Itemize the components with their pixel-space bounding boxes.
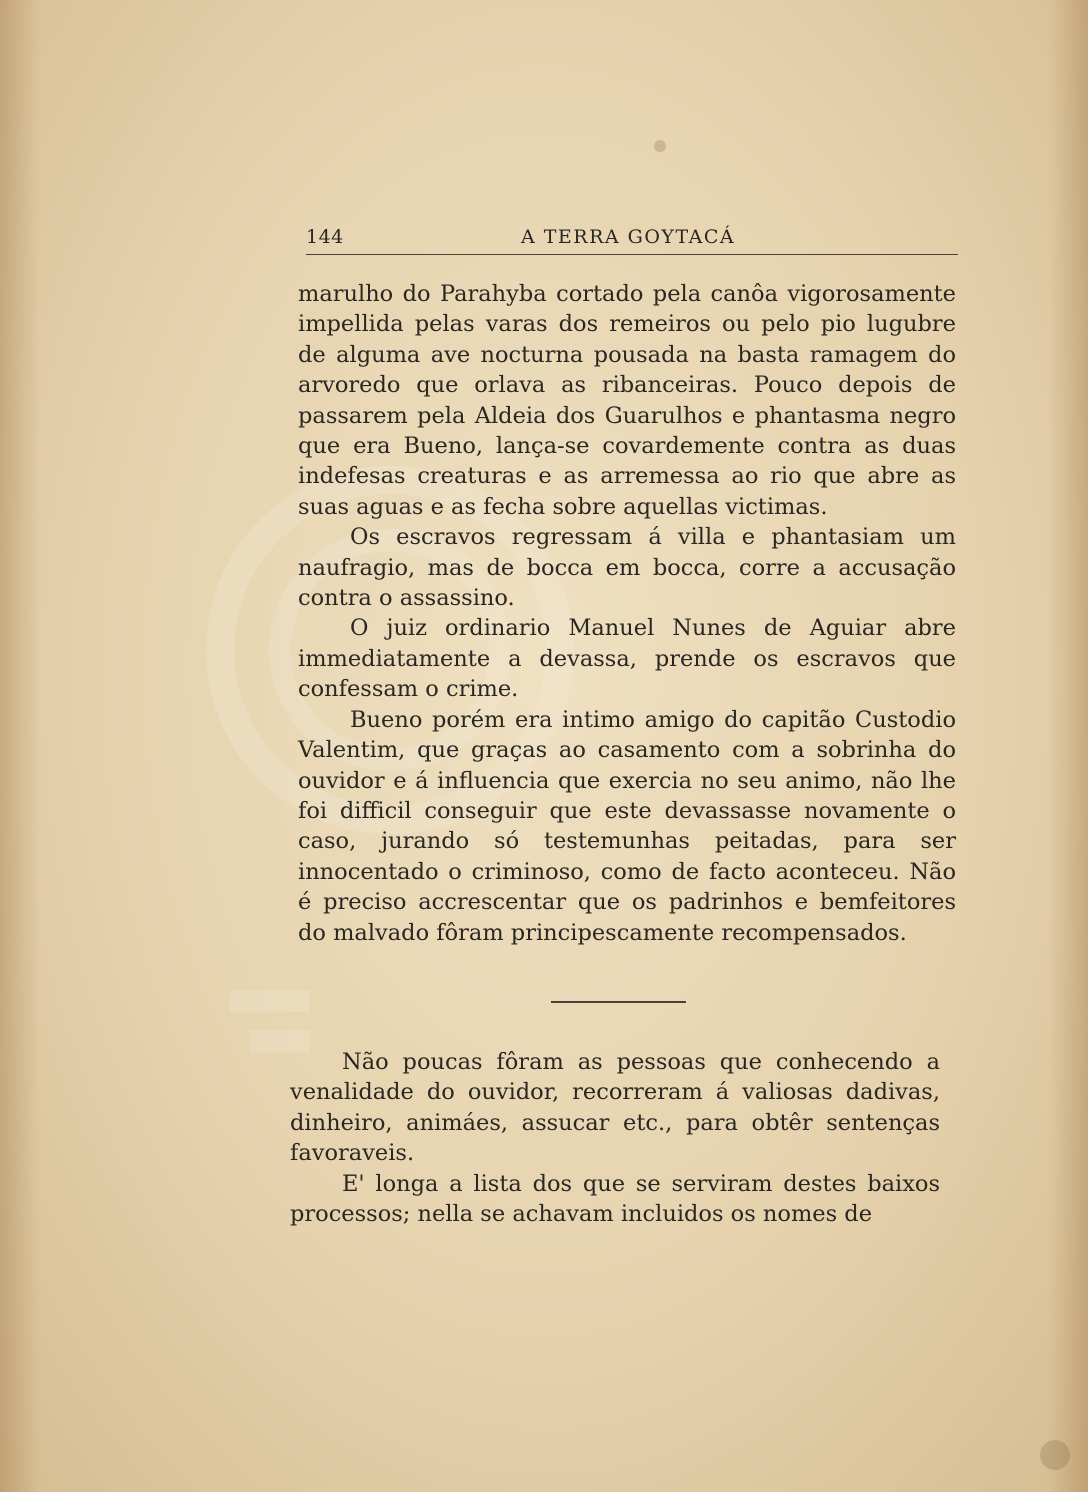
- page-edge-shadow-left: [0, 0, 40, 1492]
- text-block-1: [298, 279, 956, 948]
- page-number: 144: [306, 226, 344, 248]
- running-header: [306, 222, 958, 255]
- running-title: A TERRA GOYTACÁ: [521, 226, 736, 248]
- page-edge-shadow-right: [1048, 0, 1088, 1492]
- paper-stain: [654, 140, 666, 152]
- paragraph: marulho do Parahyba cortado pela canôa vigorosamente impellida pelas varas dos remeiros ou pelo pio lugubre de alguma ave nocturna pousada na basta ramagem do arvoredo que orlava as ribanceiras. Pouco depois de passarem pela Aldeia dos Guarulhos e phantasma negro que era Bueno, lança-se covardemente contra as duas indefesas creaturas e as arremessa ao rio que abre as suas aguas e as fecha sobre aquellas victimas.: [298, 281, 956, 520]
- paragraph: Bueno porém era intimo amigo do capitão Custodio Valentim, que graças ao casamento com a sobrinha do ouvidor e á influencia que exercia no seu animo, não lhe foi difficil conseguir que este devassasse novamente o caso, jurando só testemunhas peitadas, para ser innocentado o criminoso, como de facto aconteceu. Não é preciso accrescentar que os padrinhos e bemfeitores do malvado fôram principescamente recompensados.: [298, 706, 956, 946]
- paragraph: Não poucas fôram as pessoas que conhecendo a venalidade do ouvidor, recorreram á valiosas dadivas, dinheiro, animáes, assucar etc., para obtêr sentenças favoraveis.: [290, 1049, 940, 1167]
- paragraph: O juiz ordinario Manuel Nunes de Aguiar abre immediatamente a devassa, prende os escravos que confessam o crime.: [298, 615, 956, 703]
- paper-stain: [1040, 1440, 1070, 1470]
- text-block-2: [290, 1047, 940, 1229]
- paragraph: Os escravos regressam á villa e phantasiam um naufragio, mas de bocca em bocca, corre a accusação contra o assassino.: [298, 524, 956, 612]
- section-divider: [551, 1001, 686, 1003]
- paragraph: E' longa a lista dos que se serviram destes baixos processos; nella se achavam incluidos os nomes de: [290, 1170, 940, 1228]
